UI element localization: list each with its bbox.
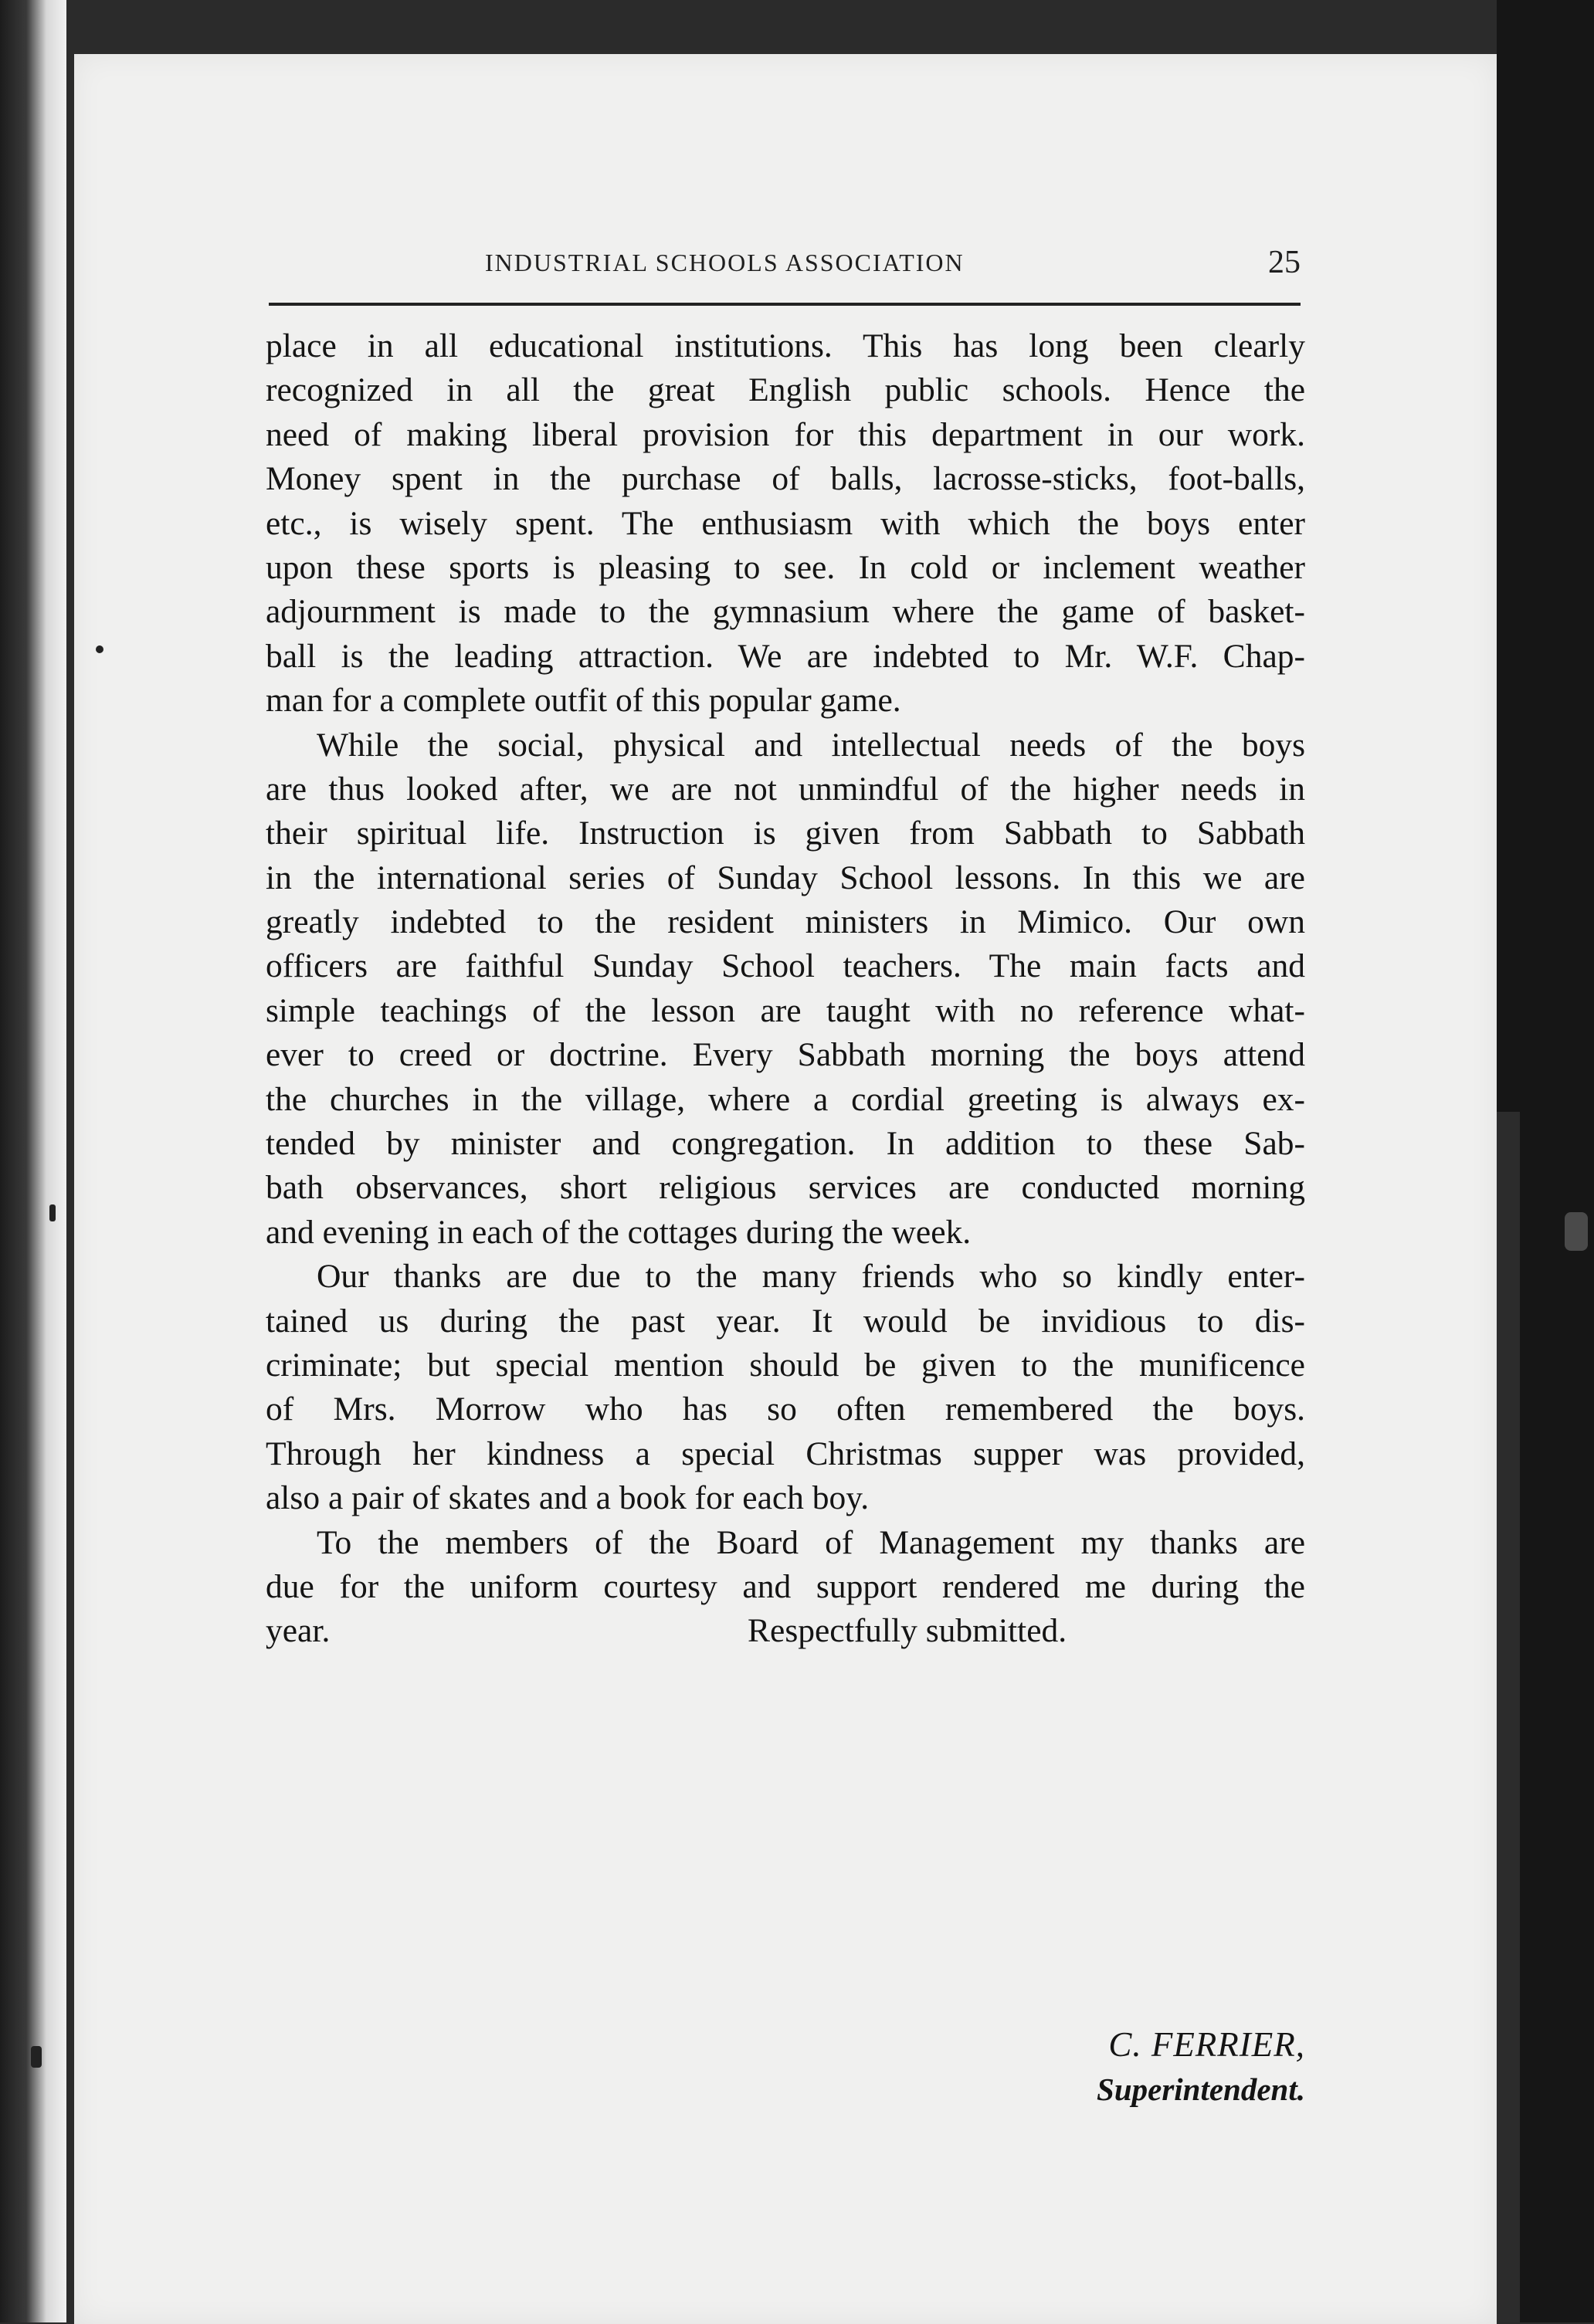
paragraph (266, 324, 1305, 723)
running-head: INDUSTRIAL SCHOOLS ASSOCIATION (485, 249, 965, 276)
text-line: officers are faithful Sunday School teachers. The main facts and (266, 947, 1305, 985)
text-line: Through her kindness a special Christmas supper was provided, (266, 1435, 1305, 1472)
text-line: man for a complete outfit of this popular game. (266, 682, 901, 720)
signature-title: Superintendent. (1097, 2072, 1305, 2107)
page-number: 25 (1268, 245, 1301, 280)
scan-speck (49, 1204, 56, 1221)
text-line: ball is the leading attraction. We are indebted to Mr. W.F. Chap- (266, 637, 1305, 675)
text-line: Our thanks are due to the many friends who so kindly enter- (317, 1258, 1305, 1296)
text-line: in the international series of Sunday School lessons. In this we are (266, 859, 1305, 896)
text-line: bath observances, short religious services are conducted morning (266, 1169, 1305, 1207)
text-line: upon these sports is pleasing to see. In cold or inclement weather (266, 548, 1305, 586)
paragraph (266, 723, 1305, 1255)
scan-left-margin (0, 0, 66, 2322)
text-line: also a pair of skates and a book for each boy. (266, 1479, 870, 1517)
header-rule (269, 303, 1301, 306)
paragraph (266, 1255, 1305, 1520)
scan-speck (31, 2046, 42, 2068)
body-text (266, 324, 1305, 2107)
text-line: Money spent in the purchase of balls, lacrosse-sticks, foot-balls, (266, 460, 1305, 498)
text-line: of Mrs. Morrow who has so often remembered the boys. (266, 1391, 1305, 1428)
text-line: etc., is wisely spent. The enthusiasm with which the boys enter (266, 504, 1305, 542)
text-line: are thus looked after, we are not unmindful of the higher needs in (266, 770, 1305, 808)
respectfully-submitted: Respectfully submitted. (748, 1612, 1067, 1650)
closing-year-word: year. (266, 1612, 331, 1650)
text-line: greatly indebted to the resident ministers in Mimico. Our own (266, 903, 1305, 941)
signature-name: C. FERRIER, (1108, 2025, 1305, 2064)
closing-line (266, 1609, 1305, 1653)
text-line: While the social, physical and intellectual needs of the boys (317, 726, 1305, 764)
scan-speck (1565, 1212, 1588, 1251)
scan-right-edge (1497, 1112, 1520, 2322)
text-line: tended by minister and congregation. In addition to these Sab- (266, 1125, 1305, 1163)
text-line: tained us during the past year. It would be invidious to dis- (266, 1302, 1305, 1340)
text-line: adjournment is made to the gymnasium where the game of basket- (266, 593, 1305, 631)
scan-speck (96, 645, 103, 653)
text-line: place in all educational institutions. This has long been clearly (266, 327, 1305, 364)
text-line: their spiritual life. Instruction is given from Sabbath to Sabbath (266, 815, 1305, 852)
text-line: recognized in all the great English public schools. Hence the (266, 371, 1305, 409)
paragraph (266, 1521, 1305, 1654)
text-line: need of making liberal provision for this department in our work. (266, 415, 1305, 453)
text-line: ever to creed or doctrine. Every Sabbath morning the boys attend (266, 1036, 1305, 1074)
text-line: due for the uniform courtesy and support rendered me during the (266, 1567, 1305, 1605)
text-line: the churches in the village, where a cordial greeting is always ex- (266, 1080, 1305, 1118)
text-line: To the members of the Board of Management my thanks are (317, 1523, 1305, 1561)
text-line: and evening in each of the cottages during the week. (266, 1213, 972, 1251)
text-line: simple teachings of the lesson are taught with no reference what- (266, 991, 1305, 1029)
text-line: criminate; but special mention should be given to the munificence (266, 1346, 1305, 1384)
page-header (269, 246, 1301, 284)
